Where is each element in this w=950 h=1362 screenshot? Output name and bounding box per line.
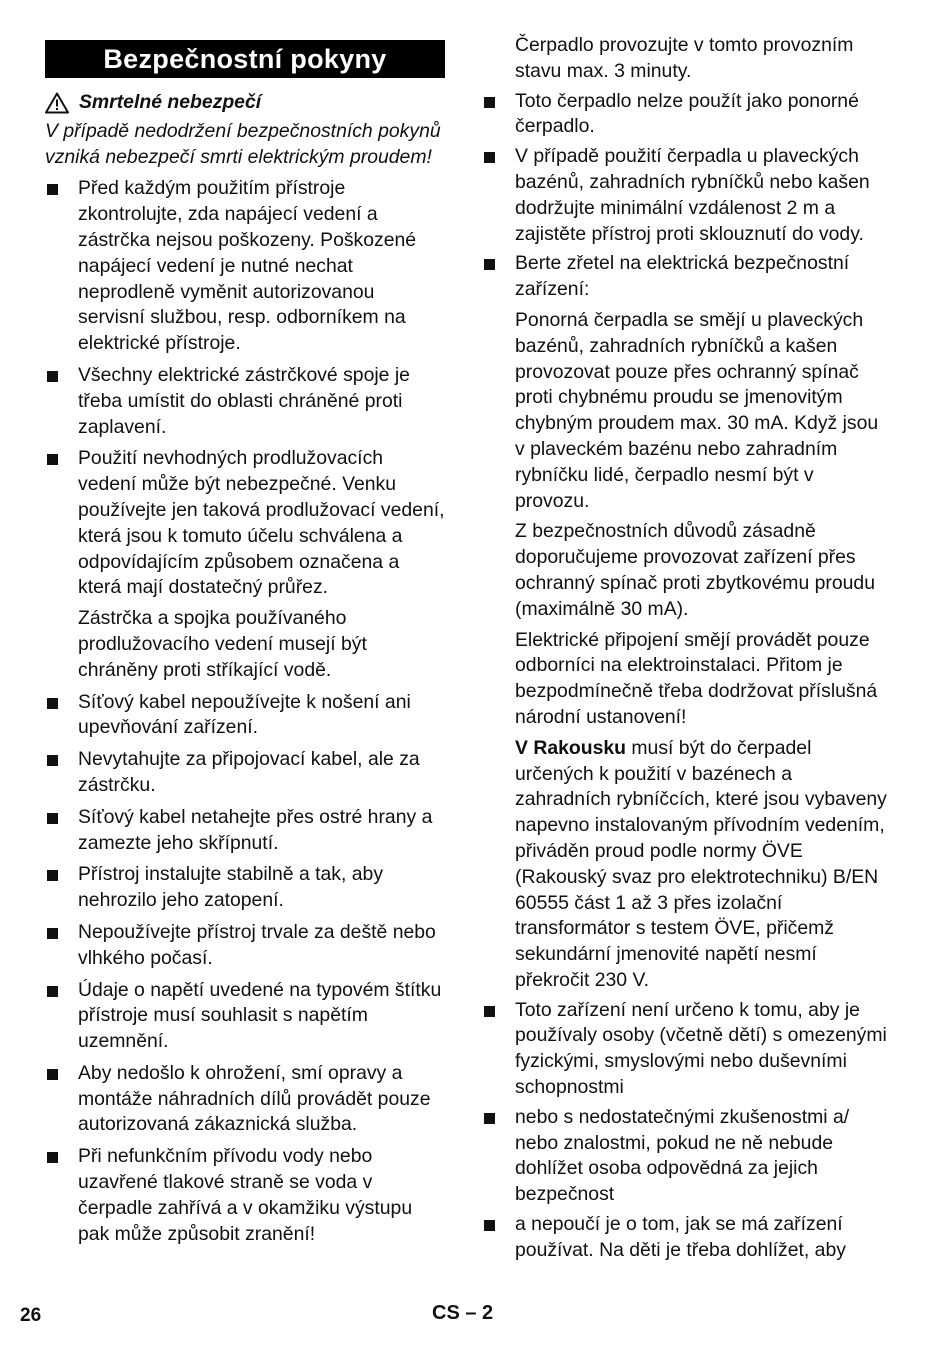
bullet-icon <box>47 1152 58 1163</box>
bullet-icon <box>47 755 58 766</box>
list-item-text: Nevytahujte za připojovací kabel, ale za zástrčku. <box>78 748 420 796</box>
continued-paragraph: Čerpadlo provozujte v tomto provozním stavu max. 3 minuty. <box>515 34 854 82</box>
list-item <box>482 144 892 247</box>
list-item-text: Aby nedošlo k ohrožení, smí opravy a montáže náhradních dílů provádět pouze autorizovaná zákaznická služba. <box>78 1061 431 1136</box>
bullet-icon <box>47 813 58 824</box>
section-heading: Bezpečnostní pokyny <box>45 40 445 78</box>
list-item-text: Berte zřetel na elektrická bezpečnostní zařízení: <box>515 252 850 301</box>
list-item <box>482 998 892 1101</box>
list-item-text: Použití nevhodných prodlužovacích vedení může být nebezpečné. Venku používejte jen taková prodlužovací vedení, která jsou k tomuto účelu schválena a odpovídajícím způsobem označena a která mají dostatečný průřez. <box>78 447 445 599</box>
list-item-text: a nepoučí je o tom, jak se má zařízení používat. Na děti je třeba dohlížet, aby <box>515 1213 846 1261</box>
list-item-text: V případě použití čerpadla u plaveckých bazénů, zahradních rybníčků nebo kašen dodržujte minimální vzdálenost 2 m a zajistěte přístroj proti sklouznutí do vody. <box>515 145 870 245</box>
bullet-icon <box>484 1220 495 1231</box>
bullet-icon <box>484 259 495 270</box>
list-item <box>45 690 445 742</box>
bullet-icon <box>484 1006 495 1017</box>
page-number: 26 <box>20 1305 42 1326</box>
left-column <box>45 0 445 1247</box>
bullet-icon <box>47 986 58 997</box>
list-item <box>45 1061 445 1138</box>
austria-paragraph <box>482 736 892 994</box>
right-column <box>482 33 892 1264</box>
bullet-icon <box>484 97 495 108</box>
danger-label: Smrtelné nebezpečí <box>79 91 262 113</box>
list-item <box>45 176 445 357</box>
bullet-icon <box>484 152 495 163</box>
list-item <box>45 1144 445 1247</box>
austria-text: musí být do čerpadel určených k použití v bazénech a zahradních rybníčcích, které jsou vybaveny napevno instalovaným přívodním vedením, přiváděn proud podle normy ÖVE (Rakouský svaz pro elektrotechniku) B/EN 60555 část 1 až 3 přes izolační transformátor s testem ÖVE, přičemž sekundární jmenovité napětí nesmí překročit 230 V. <box>515 736 887 991</box>
list-item-text: Toto čerpadlo nelze použít jako ponorné čerpadlo. <box>515 89 859 138</box>
list-item <box>45 747 445 799</box>
list-item-text: Toto zařízení není určeno k tomu, aby je používaly osoby (včetně dětí) s omezenými fyzickými, smyslovými nebo duševními schopnostmi <box>515 998 887 1099</box>
bullet-icon <box>47 698 58 709</box>
list-item-text: nebo s nedostatečnými zkušenostmi a/ nebo znalostmi, pokud ne ně nebude dohlížet osoba odpovědná za jejich bezpečnost <box>515 1105 850 1206</box>
list-item <box>482 1212 892 1264</box>
bullet-icon <box>47 928 58 939</box>
danger-warning <box>45 90 445 116</box>
list-item <box>482 251 892 303</box>
list-item-text: Při nefunkčním přívodu vody nebo uzavřené tlakové straně se voda v čerpadle zahřívá a v okamžiku výstupu pak může způsobit zranění! <box>78 1145 413 1245</box>
list-item <box>45 920 445 972</box>
list-item-text: Nepoužívejte přístroj trvale za deště nebo vlhkého počasí. <box>78 920 436 969</box>
list-item-text: Před každým použitím přístroje zkontrolujte, zda napájecí vedení a zástrčka nejsou poškozeny. Poškozené napájecí vedení je nutné nechat neprodleně vyměnit autorizovanou servisní službou, resp. odborníkem na elektrické přístroje. <box>78 177 417 355</box>
bullet-icon <box>47 1069 58 1080</box>
list-item <box>45 805 445 857</box>
list-item <box>45 446 445 683</box>
bullet-icon <box>47 184 58 195</box>
section-code: CS – 2 <box>432 1302 494 1324</box>
right-bullet-list <box>482 89 892 303</box>
bullet-icon <box>47 371 58 382</box>
paragraph: Ponorná čerpadla se smějí u plaveckých bazénů, zahradních rybníčků a kašen provozovat pouze přes ochranný spínač proti chybnému proudu se jmenovitým chybným proudem max. 30 mA. Když jsou v plaveckém bazénu nebo zahradním rybníčku lidé, čerpadlo nesmí být v provozu. <box>515 308 879 512</box>
list-item <box>45 363 445 440</box>
list-item-text: Přístroj instalujte stabilně a tak, aby nehrozilo jeho zatopení. <box>78 863 384 912</box>
list-item <box>45 978 445 1055</box>
bullet-icon <box>47 870 58 881</box>
list-item-text: Všechny elektrické zástrčkové spoje je třeba umístit do oblasti chráněné proti zaplavení. <box>78 363 410 438</box>
austria-bold: V Rakousku <box>515 736 626 759</box>
list-item-text: Síťový kabel netahejte přes ostré hrany a zamezte jeho skřípnutí. <box>78 805 433 854</box>
paragraph: Elektrické připojení smějí provádět pouze odborníci na elektroinstalaci. Přitom je bezpodmínečně třeba dodržovat příslušná národní ustanovení! <box>515 628 878 728</box>
bullet-icon <box>484 1113 495 1124</box>
list-item <box>482 1105 892 1208</box>
warning-triangle-icon <box>45 92 69 114</box>
list-item-text: Síťový kabel nepoužívejte k nošení ani upevňování zařízení. <box>78 690 411 739</box>
list-item <box>482 89 892 141</box>
list-item-extra: Zástrčka a spojka používaného prodlužovacího vedení musejí být chráněny proti stříkající vodě. <box>78 607 367 681</box>
left-bullet-list <box>45 176 445 1247</box>
list-item-text: Údaje o napětí uvedené na typovém štítku přístroje musí souhlasit s napětím uzemnění. <box>78 978 442 1053</box>
list-item <box>45 862 445 914</box>
bullet-icon <box>47 454 58 465</box>
right-bullet-list-2 <box>482 998 892 1264</box>
danger-intro: V případě nedodržení bezpečnostních pokynů vzniká nebezpečí smrti elektrickým proudem! <box>45 119 441 168</box>
paragraph: Z bezpečnostních důvodů zásadně doporučujeme provozovat zařízení přes ochranný spínač proti zbytkovému proudu (maximálně 30 mA). <box>515 520 876 620</box>
